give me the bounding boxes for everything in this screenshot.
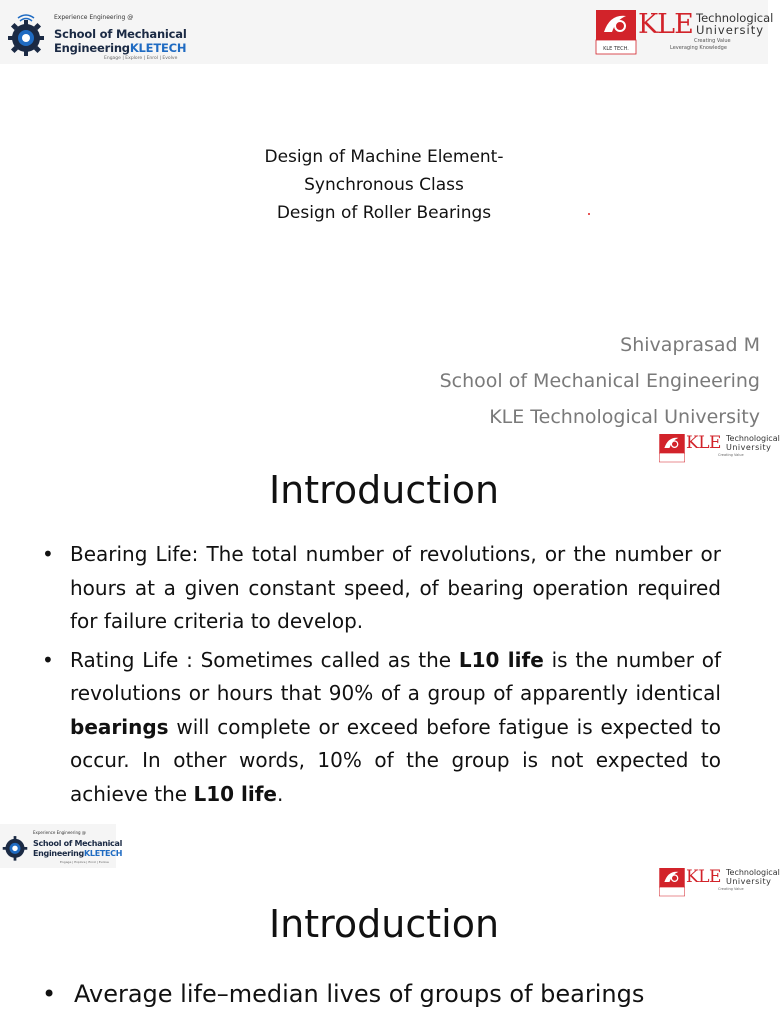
section-title: Introduction	[268, 902, 500, 946]
bullet-text-part: Rating Life : Sometimes called as the	[70, 647, 459, 672]
bullet-text: Bearing Life: The total number of revolutions, or the number or hours at a given constant speed, of bearing operation required for failure criteria to develop.	[70, 542, 721, 633]
author-university: KLE Technological University	[489, 406, 760, 428]
kle-wordmark: KLE	[638, 9, 693, 40]
kle-wordmark: KLE	[686, 867, 721, 887]
kle-logo	[596, 9, 774, 56]
gear-icon	[0, 832, 30, 862]
bullet-bold-term: bearings	[70, 714, 169, 739]
kle-tech-text: Technological	[696, 11, 774, 25]
intro-slide	[0, 432, 780, 864]
section-title: Introduction	[268, 468, 500, 512]
bullet-text-part: .	[276, 781, 284, 806]
sme-logo-top: Experience Engineering @	[33, 830, 86, 835]
sme-logo-line2b: KLETECH	[84, 849, 123, 858]
kle-slogan-1: Creating Value	[694, 38, 731, 44]
title-line-2: Synchronous Class	[304, 175, 464, 195]
kle-wordmark: KLE	[686, 433, 721, 453]
sme-logo-line2	[33, 849, 122, 858]
bullet-bold-term: L10 life	[193, 781, 277, 806]
sme-logo-line1: School of Mechanical	[54, 27, 187, 41]
kle-slogan-1: Creating Value	[718, 887, 744, 891]
author-block	[440, 327, 760, 435]
bullet-text: Average life–median lives of groups of bearings	[74, 980, 645, 1008]
title-line-3: Design of Roller Bearings	[276, 203, 492, 223]
sme-logo-line2a: Engineering	[33, 849, 84, 858]
bullet-text-part: is the number of revolutions or hours that 90% of a group of apparently identical	[70, 647, 722, 705]
title-slide	[0, 0, 774, 432]
list-item	[40, 976, 721, 1012]
sme-logo-line2a: Engineering	[54, 41, 130, 55]
bullet-icon: •	[42, 647, 54, 672]
kle-logo-small	[656, 432, 780, 464]
sme-logo-line2b: KLETECH	[129, 41, 187, 55]
bullet-text-part: will complete or exceed before fatigue is expected to occur. In other words, 10% of the group is not expected to achieve the	[70, 714, 721, 806]
kle-tech-text: Technological	[726, 434, 780, 443]
bullet-list	[40, 976, 721, 1012]
sme-logo-top: Experience Engineering @	[54, 14, 134, 21]
kle-univ-text: University	[726, 877, 772, 886]
kle-slogan-1: Creating Value	[718, 453, 744, 457]
kle-emblem-icon	[596, 10, 636, 54]
sme-logo	[4, 6, 187, 61]
kle-logo-small	[656, 866, 780, 898]
kle-univ-text: University	[726, 443, 772, 452]
sme-logo-line2	[54, 41, 186, 55]
bullet-list	[40, 538, 721, 816]
sme-logo-small	[0, 824, 123, 868]
sme-logo-tagline: Engage | Explore | Enrol | Evolve	[60, 860, 109, 864]
svg-text:KLE TECH.: KLE TECH.	[603, 46, 629, 52]
author-name: Shivaprasad M	[620, 334, 760, 356]
kle-slogan-2: Leveraging Knowledge	[670, 45, 727, 51]
red-dot-mark	[588, 213, 590, 215]
list-item	[40, 644, 721, 812]
sme-logo-line1: School of Mechanical	[33, 839, 123, 848]
intro-slide-2	[0, 824, 780, 1024]
kle-tech-text: Technological	[726, 868, 780, 877]
bullet-icon: •	[42, 980, 57, 1008]
kle-univ-text: University	[696, 23, 765, 37]
title-line-1: Design of Machine Element-	[264, 147, 504, 167]
list-item	[40, 538, 721, 639]
sme-logo-tagline: Engage | Explore | Enrol | Evolve	[104, 56, 178, 61]
slide-title	[0, 143, 768, 227]
gear-icon	[4, 14, 48, 58]
bullet-bold-term: L10 life	[458, 647, 544, 672]
bullet-icon: •	[42, 542, 54, 566]
kle-emblem-icon	[658, 434, 686, 462]
author-school: School of Mechanical Engineering	[439, 370, 760, 392]
kle-emblem-icon	[658, 868, 686, 896]
